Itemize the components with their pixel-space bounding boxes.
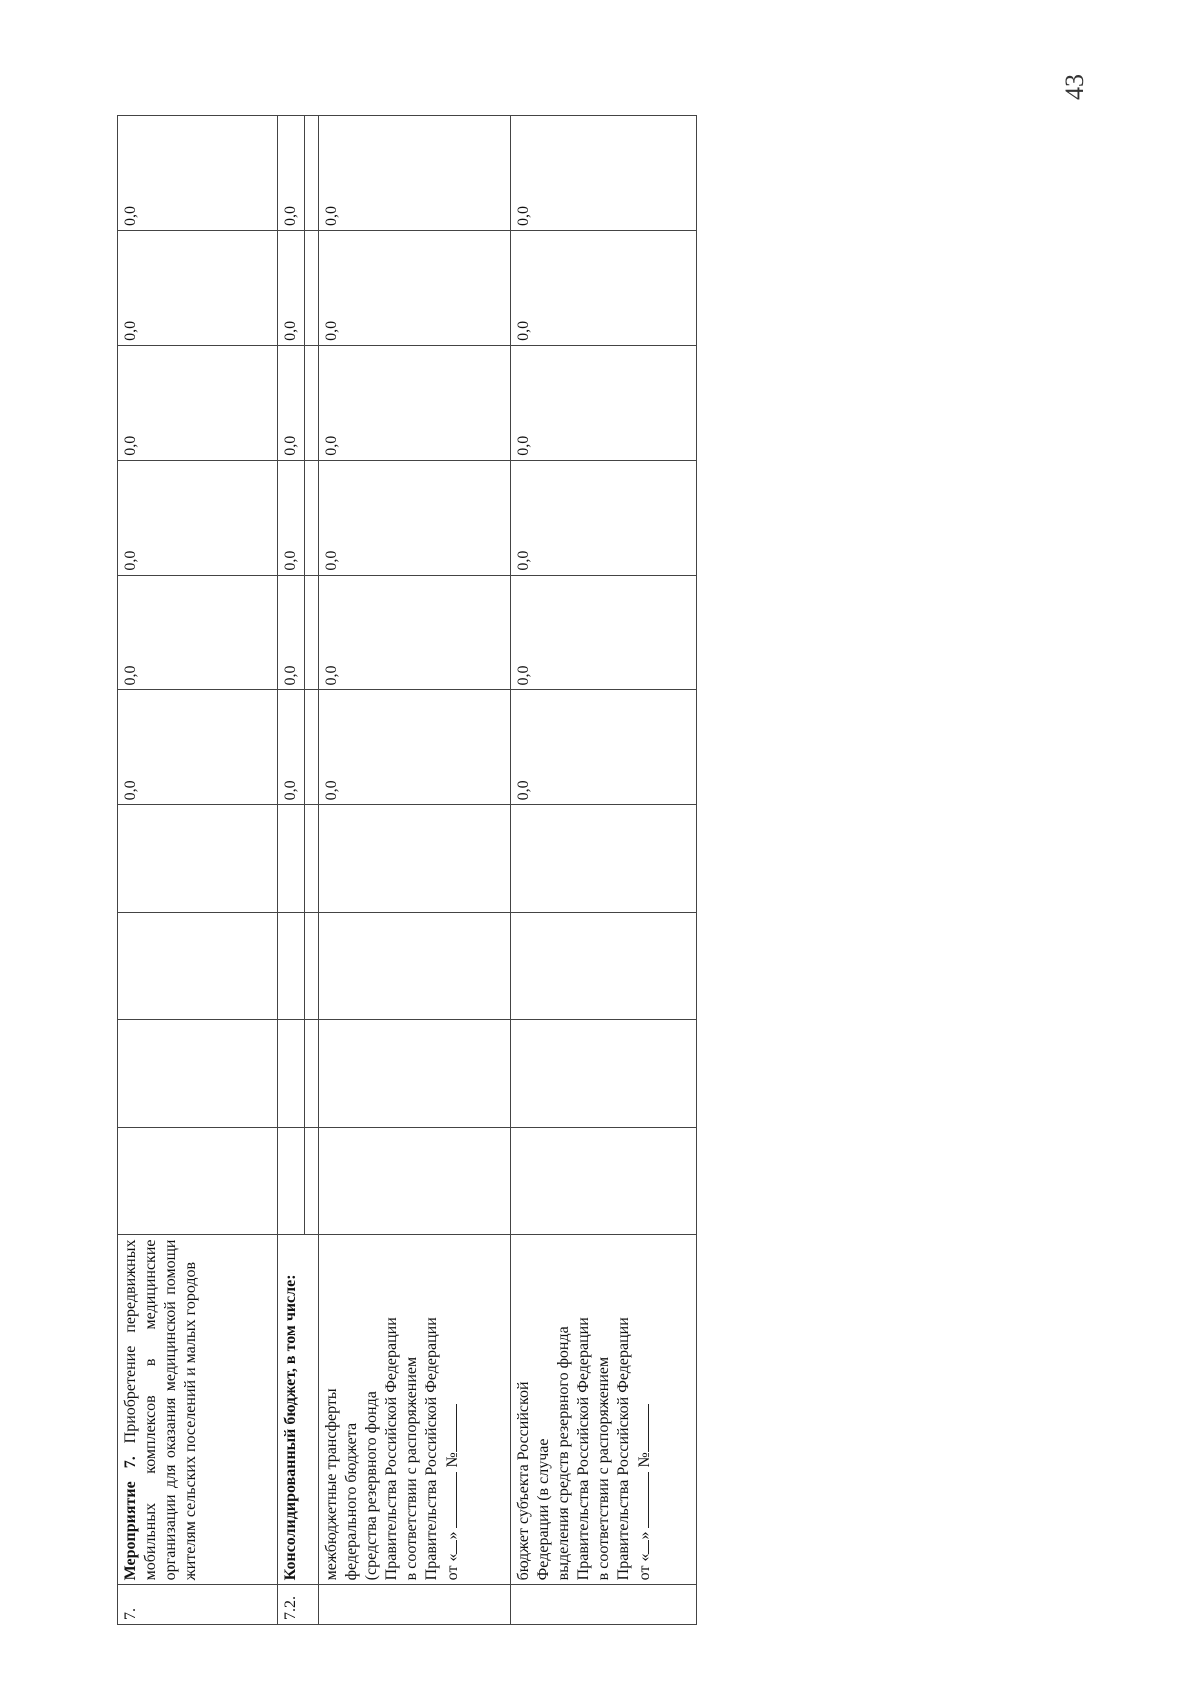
value-cell: 0,0 xyxy=(511,231,697,346)
blank-number xyxy=(442,1404,457,1452)
value-cell: 0,0 xyxy=(511,575,697,690)
value-cell: 0,0 xyxy=(319,690,511,805)
value-cell: 0,0 xyxy=(278,460,305,575)
page-number: 43 xyxy=(1060,74,1089,100)
value-cell: 0,0 xyxy=(118,116,278,231)
date-quote: » xyxy=(444,1531,461,1540)
value-cell: 0,0 xyxy=(278,345,305,460)
transfers-line: межбюджетные трансферты xyxy=(323,1388,340,1581)
date-quote: » xyxy=(636,1531,653,1540)
value-cell: 0,0 xyxy=(319,231,511,346)
value-cell: 0,0 xyxy=(319,575,511,690)
value-cell: 0,0 xyxy=(118,231,278,346)
empty-cell xyxy=(305,690,319,805)
empty-cell xyxy=(511,1585,697,1625)
row-number-cell xyxy=(278,1585,319,1625)
empty-cell xyxy=(319,912,511,1020)
empty-cell xyxy=(319,1585,511,1625)
empty-cell xyxy=(278,1020,305,1128)
blank-month xyxy=(442,1472,457,1528)
value-cell: 0,0 xyxy=(278,116,305,231)
row-number-cell xyxy=(118,1585,278,1625)
regional-title-cell xyxy=(511,1235,697,1585)
measure-title-text: Приобретение передвижных мобильных комплексов в медицинские организации для оказания медицинской помощи жителям сельских поселений и малых городов xyxy=(122,1239,199,1581)
budget-table xyxy=(117,115,697,1625)
value-cell: 0,0 xyxy=(278,575,305,690)
blank-month xyxy=(634,1472,649,1528)
empty-cell xyxy=(511,912,697,1020)
empty-cell xyxy=(305,805,319,913)
value-cell: 0,0 xyxy=(319,345,511,460)
regional-line: в соответствии с распоряжением xyxy=(595,1356,612,1581)
empty-cell xyxy=(319,1020,511,1128)
empty-cell xyxy=(278,1127,305,1235)
empty-cell xyxy=(118,1020,278,1128)
value-cell: 0,0 xyxy=(118,345,278,460)
transfers-line: Правительства Российской Федерации xyxy=(423,1317,440,1581)
empty-cell xyxy=(278,912,305,1020)
empty-cell xyxy=(319,1127,511,1235)
empty-cell xyxy=(278,805,305,913)
transfers-title-cell xyxy=(319,1235,511,1585)
value-cell: 0,0 xyxy=(278,690,305,805)
table-row-regional-budget xyxy=(511,116,697,1625)
value-cell: 0,0 xyxy=(118,690,278,805)
empty-cell xyxy=(118,912,278,1020)
table-row-measure-7 xyxy=(118,116,278,1625)
empty-cell xyxy=(511,1127,697,1235)
empty-cell xyxy=(305,575,319,690)
measure-title-bold: Мероприятие 7. xyxy=(122,1456,139,1581)
date-prefix: от « xyxy=(444,1553,461,1581)
value-cell: 0,0 xyxy=(511,116,697,231)
regional-line: Правительства Российской Федерации xyxy=(615,1317,632,1581)
measure-title-cell xyxy=(118,1235,278,1585)
regional-line: Федерации (в случае xyxy=(535,1438,552,1581)
regional-line: выделения средств резервного фонда xyxy=(555,1326,572,1581)
empty-cell xyxy=(305,1127,319,1235)
rotated-table-container xyxy=(117,115,695,1625)
consolidated-title-cell: Консолидированный бюджет, в том числе: xyxy=(278,1235,319,1585)
value-cell: 0,0 xyxy=(118,460,278,575)
transfers-date-line xyxy=(442,1240,463,1581)
regional-date-line xyxy=(634,1240,655,1581)
empty-cell xyxy=(319,805,511,913)
value-cell: 0,0 xyxy=(511,345,697,460)
empty-cell xyxy=(305,460,319,575)
empty-cell xyxy=(305,345,319,460)
empty-cell xyxy=(118,1127,278,1235)
transfers-line: федерального бюджета xyxy=(343,1422,360,1581)
table-row-transfers xyxy=(319,116,511,1625)
value-cell: 0,0 xyxy=(319,460,511,575)
value-cell: 0,0 xyxy=(511,460,697,575)
blank-day xyxy=(442,1540,457,1554)
blank-day xyxy=(634,1540,649,1554)
regional-line: бюджет субъекта Российской xyxy=(515,1381,532,1581)
number-sign: № xyxy=(636,1452,653,1468)
value-cell: 0,0 xyxy=(511,690,697,805)
transfers-line: в соответствии с распоряжением xyxy=(403,1356,420,1581)
regional-line: Правительства Российской Федерации xyxy=(575,1317,592,1581)
number-sign: № xyxy=(444,1452,461,1468)
empty-cell xyxy=(511,805,697,913)
empty-cell xyxy=(305,912,319,1020)
table-row-consolidated xyxy=(278,116,305,1625)
transfers-line: Правительства Российской Федерации xyxy=(383,1317,400,1581)
row-number: 7.2. xyxy=(282,1596,299,1620)
value-cell: 0,0 xyxy=(278,231,305,346)
empty-cell xyxy=(305,1020,319,1128)
empty-cell xyxy=(511,1020,697,1128)
blank-number xyxy=(634,1404,649,1452)
empty-cell xyxy=(305,116,319,231)
empty-cell xyxy=(305,231,319,346)
transfers-line: (средства резервного фонда xyxy=(363,1391,380,1581)
date-prefix: от « xyxy=(636,1553,653,1581)
value-cell: 0,0 xyxy=(118,575,278,690)
empty-cell xyxy=(118,805,278,913)
row-number: 7. xyxy=(122,1608,139,1620)
value-cell: 0,0 xyxy=(319,116,511,231)
